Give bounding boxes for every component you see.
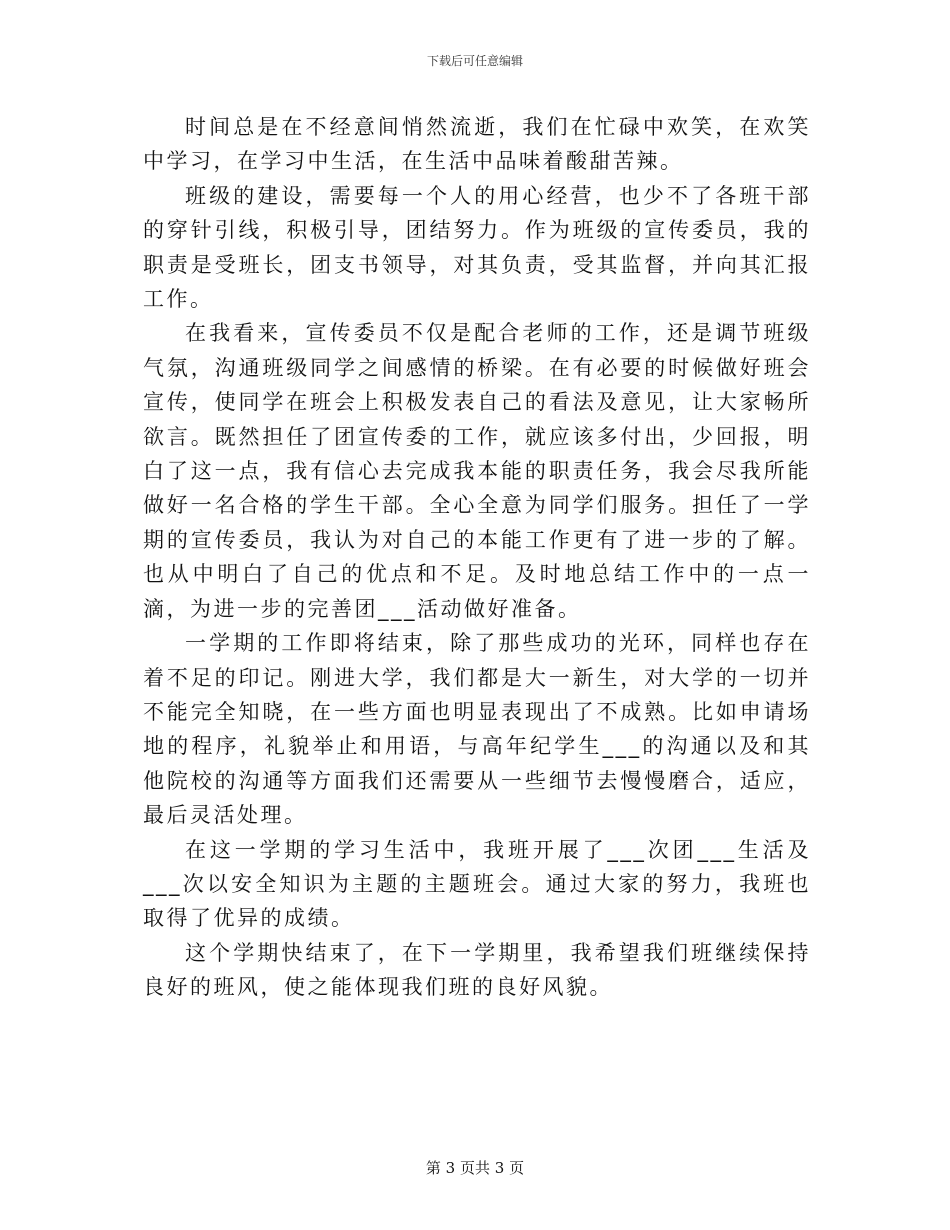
- paragraph-4: 一学期的工作即将结束，除了那些成功的光环，同样也存在着不足的印记。刚进大学，我们都是大一新生，对大学的一切并不能完全知晓，在一些方面也明显表现出了不成熟。比如申请场地的程序，礼貌举止和用语，与高年纪学生___的沟通以及和其他院校的沟通等方面我们还需要从一些细节去慢慢磨合，适应，最后灵活处理。: [143, 631, 811, 828]
- paragraph-5: 在这一学期的学习生活中，我班开展了___次团___生活及___次以安全知识为主题的主题班会。通过大家的努力，我班也取得了优异的成绩。: [143, 837, 811, 931]
- paragraph-1: 时间总是在不经意间悄然流逝，我们在忙碌中欢笑，在欢笑中学习，在学习中生活，在生活中品味着酸甜苦辣。: [143, 115, 811, 174]
- paragraph-2: 班级的建设，需要每一个人的用心经营，也少不了各班干部的穿针引线，积极引导，团结努力。作为班级的宣传委员，我的职责是受班长，团支书领导，对其负责，受其监督，并向其汇报工作。: [143, 183, 811, 312]
- paragraph-6: 这个学期快结束了，在下一学期里，我希望我们班继续保持良好的班风，使之能体现我们班的良好风貌。: [143, 940, 811, 1000]
- page-number-footer: 第 3 页共 3 页: [425, 1159, 525, 1177]
- document-body: [143, 110, 811, 1005]
- page-header: 下载后可任意编辑: [426, 54, 523, 68]
- paragraph-3: 在我看来，宣传委员不仅是配合老师的工作，还是调节班级气氛，沟通班级同学之间感情的桥梁。在有必要的时候做好班会宣传，使同学在班会上积极发表自己的看法及意见，让大家畅所欲言。既然担任了团宣传委的工作，就应该多付出，少回报，明白了这一点，我有信心去完成我本能的职责任务，我会尽我所能做好一名合格的学生干部。全心全意为同学们服务。担任了一学期的宣传委员，我认为对自己的本能工作更有了进一步的了解。也从中明白了自己的优点和不足。及时地总结工作中的一点一滴，为进一步的完善团___活动做好准备。: [143, 321, 811, 621]
